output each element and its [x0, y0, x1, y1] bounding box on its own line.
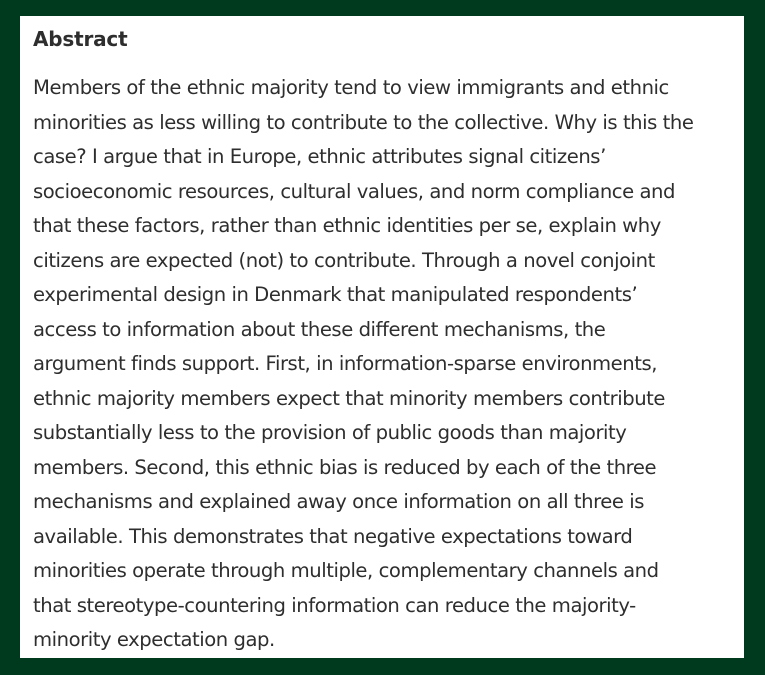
abstract-card — [20, 16, 744, 658]
abstract-heading: Abstract — [33, 27, 128, 51]
abstract-body: Members of the ethnic majority tend to view immigrants and ethnic minorities as less willing to contribute to the collective. Why is this the case? I argue that in Europe, ethnic attributes signal citizens’ socioeconomic resources, cultural values, and norm compliance and that these factors, rather than ethnic identities per se, explain why citizens are expected (not) to contribute. Through a novel conjoint experimental design in Denmark that manipulated respondents’ access to information about these different mechanisms, the argument finds support. First, in information-sparse environments, ethnic majority members expect that minority members contribute substantially less to the provision of public goods than majority members. Second, this ethnic bias is reduced by each of the three mechanisms and explained away once information on all three is available. This demonstrates that negative expectations toward minorities operate through multiple, complementary channels and that stereotype-countering information can reduce the majority- minority expectation gap. — [33, 76, 694, 651]
